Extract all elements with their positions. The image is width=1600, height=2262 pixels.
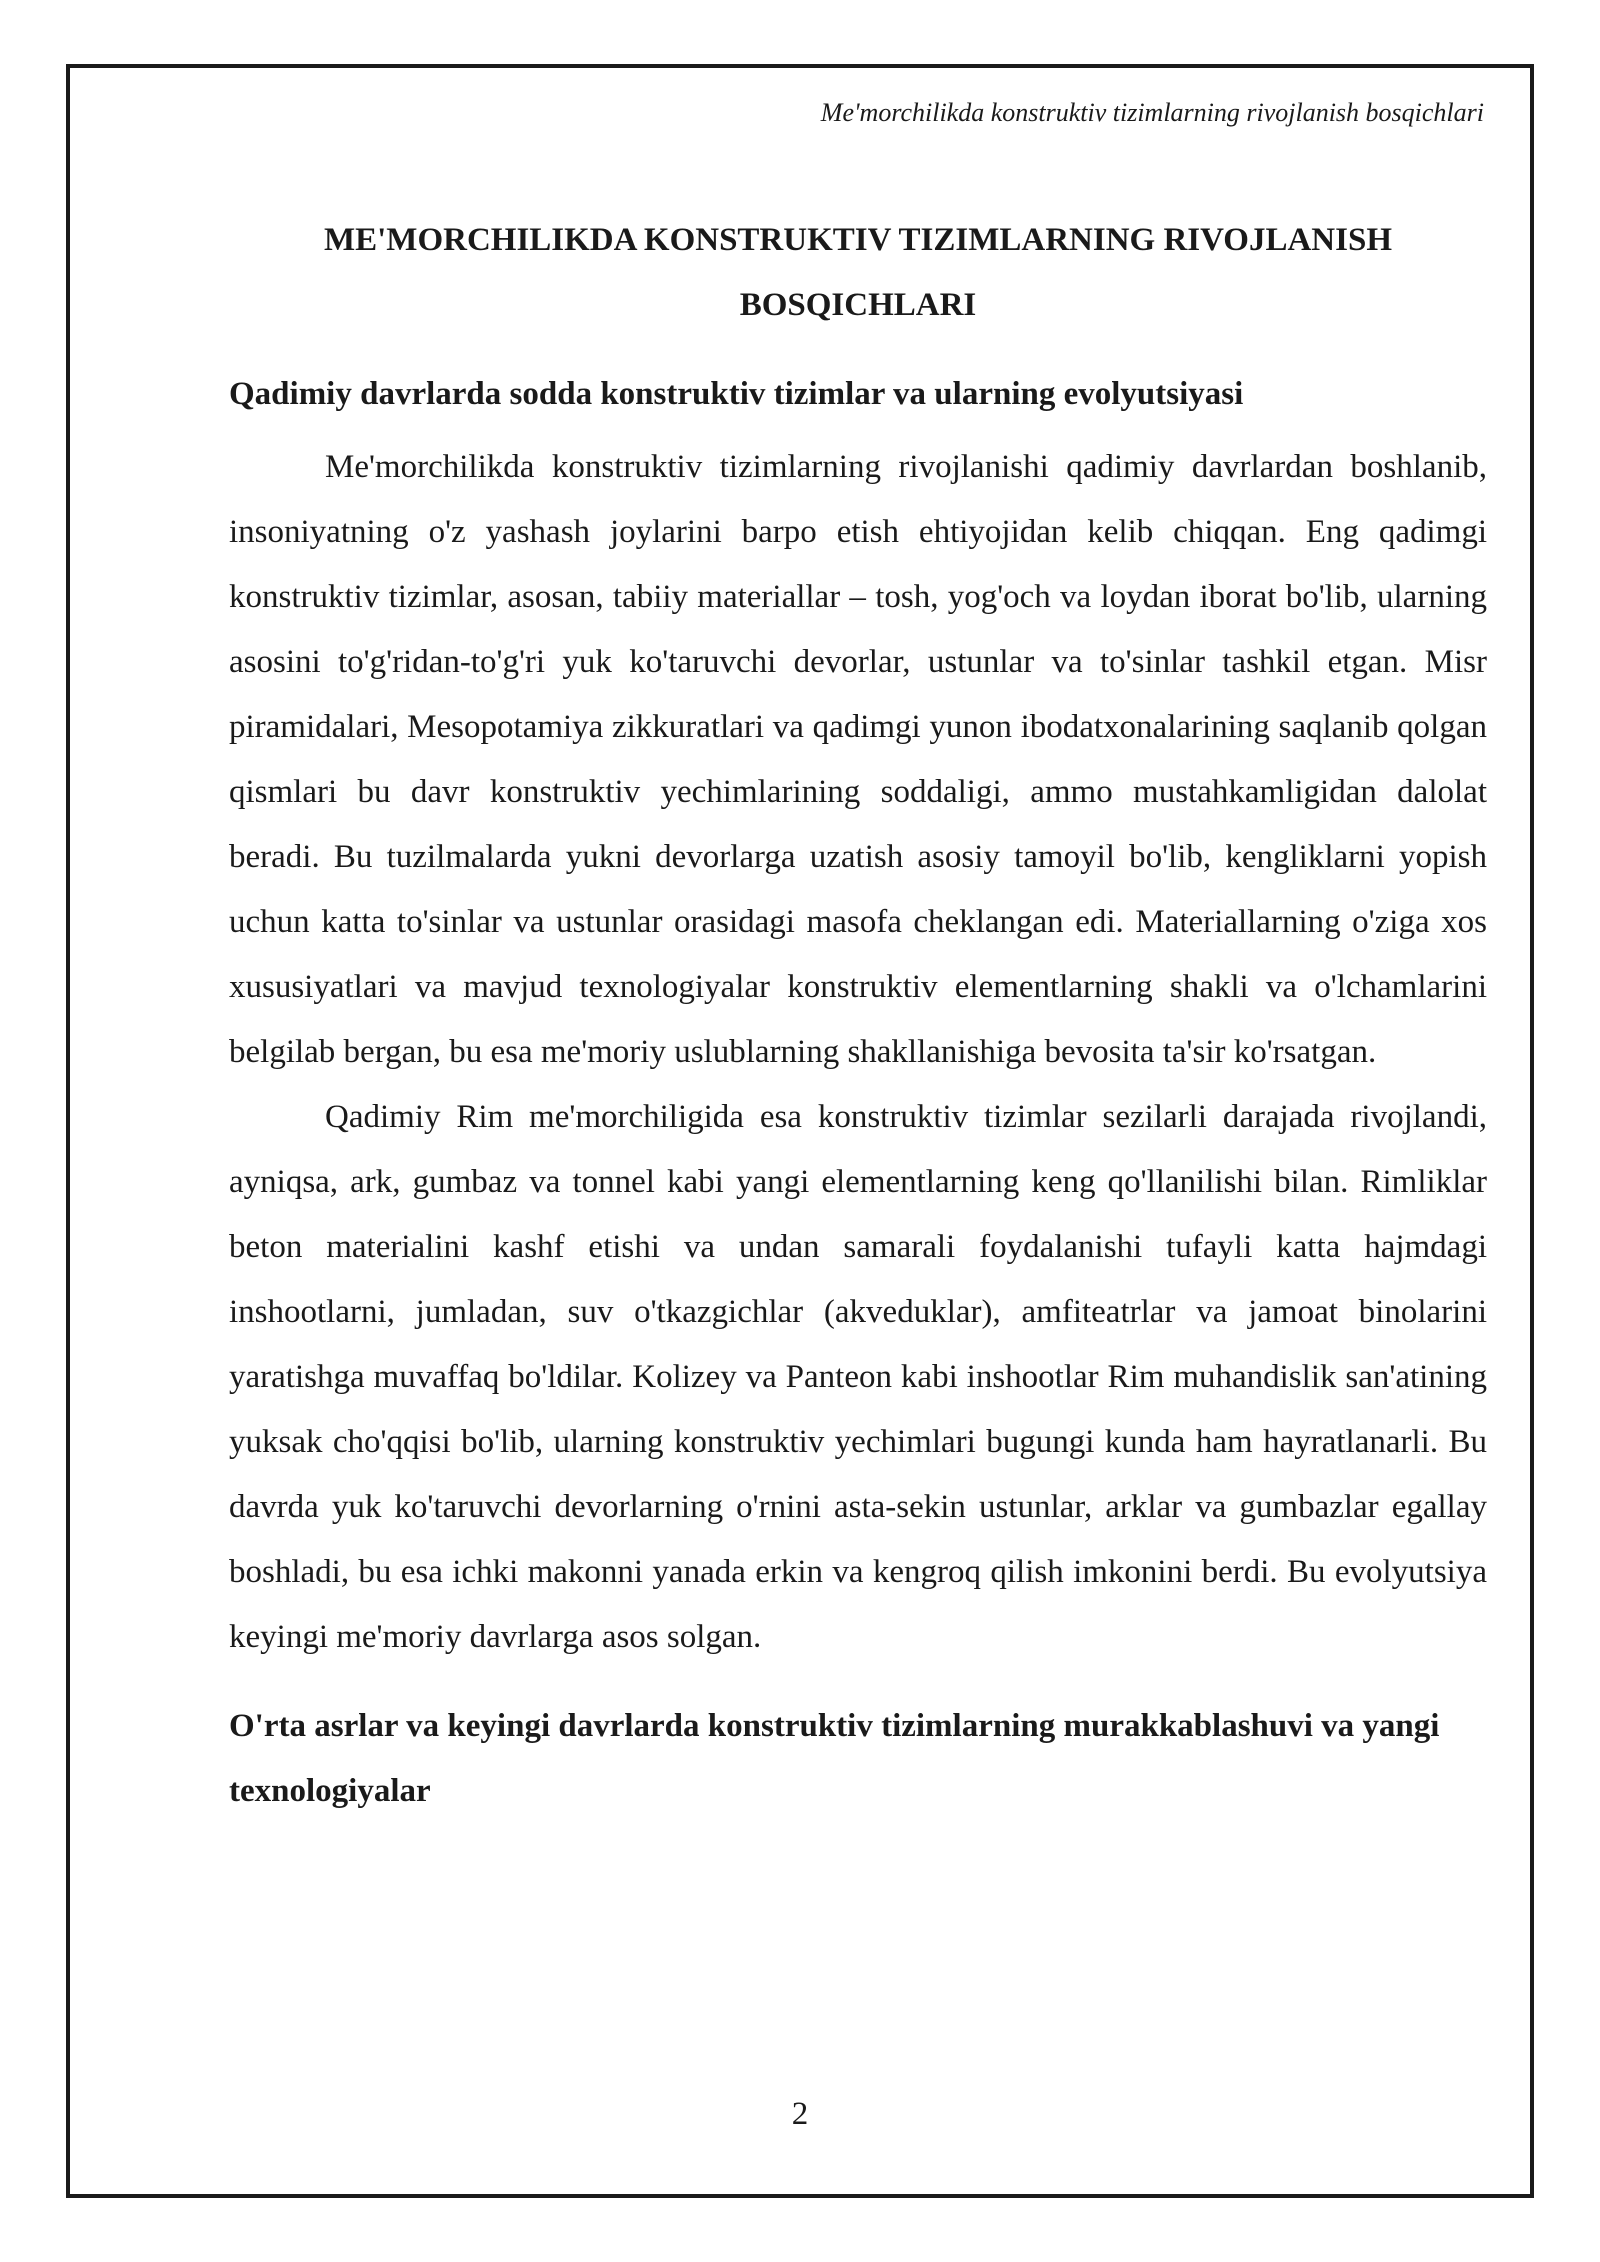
paragraph-2: Qadimiy Rim me'morchiligida esa konstruktiv tizimlar sezilarli darajada rivojlandi, ayniqsa, ark, gumbaz va tonnel kabi yangi elementlarning keng qo'llanilishi bilan. Rimliklar beton materialini kashf etishi va undan samarali foydalanishi tufayli katta hajmdagi inshootlarni, jumladan, suv o'tkazgichlar (akveduklar), amfiteatrlar va jamoat binolarini yaratishga muvaffaq bo'ldilar. Kolizey va Panteon kabi inshootlar Rim muhandislik san'atining yuksak cho'qqisi bo'lib, ularning konstruktiv yechimlari bugungi kunda ham hayratlanarli. Bu davrda yuk ko'taruvchi devorlarning o'rnini asta-sekin ustunlar, arklar va gumbazlar egallay boshladi, bu esa ichki makonni yanada erkin va kengroq qilish imkonini berdi. Bu evolyutsiya keyingi me'moriy davrlarga asos solgan. — [229, 1099, 1487, 1655]
page-number: 2 — [791, 2096, 809, 2132]
running-header: Me'morchilikda konstruktiv tizimlarning rivojlanish bosqichlari — [820, 98, 1484, 127]
document-body — [229, 208, 1487, 1824]
paragraph-1: Me'morchilikda konstruktiv tizimlarning rivojlanishi qadimiy davrlardan boshlanib, insoniyatning o'z yashash joylarini barpo etish ehtiyojidan kelib chiqqan. Eng qadimgi konstruktiv tizimlar, asosan, tabiiy materiallar – tosh, yog'och va loydan iborat bo'lib, ularning asosini to'g'ridan-to'g'ri yuk ko'taruvchi devorlar, ustunlar va to'sinlar tashkil etgan. Misr piramidalari, Mesopotamiya zikkuratlari va qadimgi yunon ibodatxonalarining saqlanib qolgan qismlari bu davr konstruktiv yechimlarining soddaligi, ammo mustahkamligidan dalolat beradi. Bu tuzilmalarda yukni devorlarga uzatish asosiy tamoyil bo'lib, kengliklarni yopish uchun katta to'sinlar va ustunlar orasidagi masofa cheklangan edi. Materiallarning o'ziga xos xususiyatlari va mavjud texnologiyalar konstruktiv elementlarning shakli va o'lchamlarini belgilab bergan, bu esa me'moriy uslublarning shakllanishiga bevosita ta'sir ko'rsatgan. — [229, 449, 1487, 1070]
section-heading-medieval: O'rta asrlar va keyingi davrlarda konstruktiv tizimlarning murakkablashuvi va yangi texnologiyalar — [229, 1708, 1440, 1809]
document-title: ME'MORCHILIKDA KONSTRUKTIV TIZIMLARNING RIVOJLANISH BOSQICHLARI — [323, 222, 1393, 323]
section-heading-ancient: Qadimiy davrlarda sodda konstruktiv tizimlar va ularning evolyutsiyasi — [229, 376, 1244, 412]
